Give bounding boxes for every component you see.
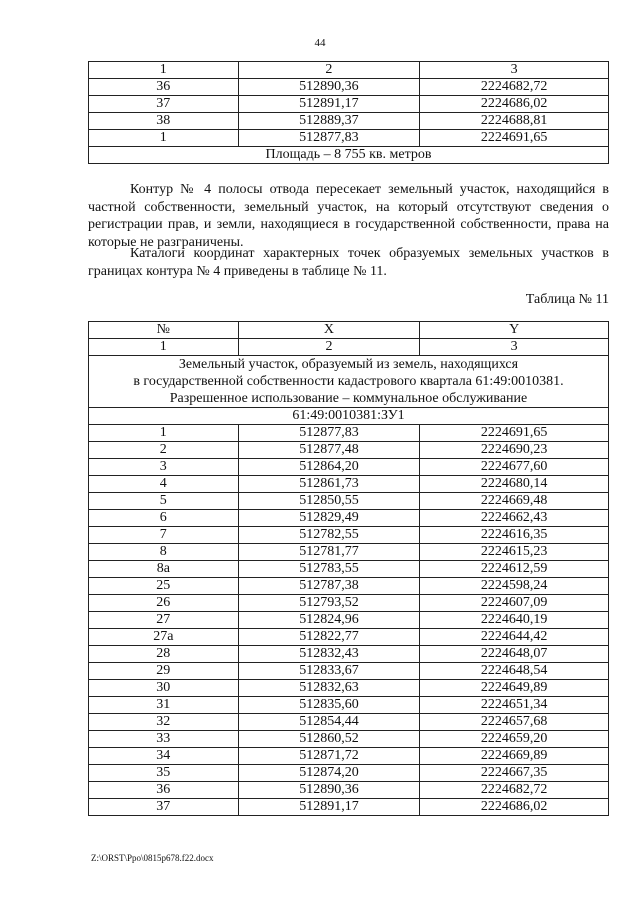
point-id-cell: 30	[89, 680, 239, 697]
column-header-number: №	[89, 322, 239, 339]
table-row	[89, 680, 609, 697]
x-coordinate-cell: 512833,67	[238, 663, 420, 680]
x-coordinate-cell: 512783,55	[238, 561, 420, 578]
table-row	[89, 765, 609, 782]
point-id-cell: 34	[89, 748, 239, 765]
paragraph-catalog-reference: Каталоги координат характерных точек образуемых земельных участков в границах контура № 4 приведены в таблице № 11.	[88, 246, 609, 279]
section-description-line: Разрешенное использование – коммунальное обслуживание	[169, 391, 528, 406]
x-coordinate-cell: 512781,77	[238, 544, 420, 561]
x-coordinate-cell: 512832,43	[238, 646, 420, 663]
y-coordinate-cell: 2224686,02	[420, 96, 609, 113]
x-coordinate-cell: 512877,83	[238, 425, 420, 442]
table-row	[89, 79, 609, 96]
table-row	[89, 629, 609, 646]
y-coordinate-cell: 2224682,72	[420, 782, 609, 799]
table-row	[89, 459, 609, 476]
y-coordinate-cell: 2224657,68	[420, 714, 609, 731]
parcel-id: 61:49:0010381:ЗУ1	[89, 408, 609, 425]
point-id-cell: 8	[89, 544, 239, 561]
table-caption: Таблица № 11	[525, 292, 609, 307]
x-coordinate-cell: 512874,20	[238, 765, 420, 782]
area-row	[89, 147, 609, 164]
point-id-cell: 36	[89, 782, 239, 799]
table-row	[89, 544, 609, 561]
y-coordinate-cell: 2224667,35	[420, 765, 609, 782]
column-number-cell: 3	[420, 62, 609, 79]
section-description-row	[89, 356, 609, 408]
table-row	[89, 595, 609, 612]
table-row	[89, 714, 609, 731]
y-coordinate-cell: 2224616,35	[420, 527, 609, 544]
y-coordinate-cell: 2224651,34	[420, 697, 609, 714]
point-id-cell: 27	[89, 612, 239, 629]
point-id-cell: 3	[89, 459, 239, 476]
column-header-y: Y	[420, 322, 609, 339]
y-coordinate-cell: 2224690,23	[420, 442, 609, 459]
point-id-cell: 38	[89, 113, 239, 130]
table-row	[89, 493, 609, 510]
table-row	[89, 510, 609, 527]
x-coordinate-cell: 512889,37	[238, 113, 420, 130]
x-coordinate-cell: 512787,38	[238, 578, 420, 595]
column-number-cell: 3	[420, 339, 609, 356]
table-row	[89, 476, 609, 493]
table-row	[89, 527, 609, 544]
column-header-x: X	[238, 322, 420, 339]
point-id-cell: 25	[89, 578, 239, 595]
x-coordinate-cell: 512793,52	[238, 595, 420, 612]
y-coordinate-cell: 2224677,60	[420, 459, 609, 476]
table-row	[89, 578, 609, 595]
x-coordinate-cell: 512850,55	[238, 493, 420, 510]
y-coordinate-cell: 2224669,89	[420, 748, 609, 765]
point-id-cell: 28	[89, 646, 239, 663]
column-number-cell: 2	[238, 62, 420, 79]
point-id-cell: 33	[89, 731, 239, 748]
x-coordinate-cell: 512835,60	[238, 697, 420, 714]
y-coordinate-cell: 2224691,65	[420, 130, 609, 147]
coordinates-table-continued	[88, 61, 609, 164]
x-coordinate-cell: 512871,72	[238, 748, 420, 765]
page-number: 44	[314, 37, 326, 49]
table-row	[89, 748, 609, 765]
point-id-cell: 36	[89, 79, 239, 96]
table-row	[89, 697, 609, 714]
point-id-cell: 8а	[89, 561, 239, 578]
column-number-cell: 1	[89, 62, 239, 79]
table-row	[89, 561, 609, 578]
table-row	[89, 442, 609, 459]
y-coordinate-cell: 2224680,14	[420, 476, 609, 493]
y-coordinate-cell: 2224662,43	[420, 510, 609, 527]
x-coordinate-cell: 512824,96	[238, 612, 420, 629]
table-row	[89, 731, 609, 748]
point-id-cell: 29	[89, 663, 239, 680]
point-id-cell: 32	[89, 714, 239, 731]
y-coordinate-cell: 2224615,23	[420, 544, 609, 561]
table-row	[89, 782, 609, 799]
area-note: Площадь – 8 755 кв. метров	[89, 147, 609, 164]
point-id-cell: 4	[89, 476, 239, 493]
x-coordinate-cell: 512861,73	[238, 476, 420, 493]
x-coordinate-cell: 512877,48	[238, 442, 420, 459]
x-coordinate-cell: 512860,52	[238, 731, 420, 748]
y-coordinate-cell: 2224648,54	[420, 663, 609, 680]
section-description	[89, 356, 609, 408]
y-coordinate-cell: 2224669,48	[420, 493, 609, 510]
x-coordinate-cell: 512782,55	[238, 527, 420, 544]
table-row	[89, 425, 609, 442]
point-id-cell: 1	[89, 130, 239, 147]
x-coordinate-cell: 512864,20	[238, 459, 420, 476]
table-row	[89, 663, 609, 680]
point-id-cell: 6	[89, 510, 239, 527]
point-id-cell: 26	[89, 595, 239, 612]
y-coordinate-cell: 2224659,20	[420, 731, 609, 748]
x-coordinate-cell: 512829,49	[238, 510, 420, 527]
table-header-row	[89, 62, 609, 79]
point-id-cell: 37	[89, 799, 239, 816]
table-row	[89, 612, 609, 629]
x-coordinate-cell: 512877,83	[238, 130, 420, 147]
table-row	[89, 646, 609, 663]
parcel-id-row	[89, 408, 609, 425]
y-coordinate-cell: 2224598,24	[420, 578, 609, 595]
table-row	[89, 130, 609, 147]
section-description-line: Земельный участок, образуемый из земель, находящихся	[178, 357, 519, 372]
table-header-row	[89, 322, 609, 339]
column-number-cell: 1	[89, 339, 239, 356]
x-coordinate-cell: 512832,63	[238, 680, 420, 697]
point-id-cell: 35	[89, 765, 239, 782]
y-coordinate-cell: 2224640,19	[420, 612, 609, 629]
y-coordinate-cell: 2224682,72	[420, 79, 609, 96]
footer-file-path: Z:\ORST\Ppo\0815p678.f22.docx	[91, 853, 214, 863]
x-coordinate-cell: 512854,44	[238, 714, 420, 731]
point-id-cell: 37	[89, 96, 239, 113]
y-coordinate-cell: 2224649,89	[420, 680, 609, 697]
y-coordinate-cell: 2224691,65	[420, 425, 609, 442]
x-coordinate-cell: 512891,17	[238, 96, 420, 113]
y-coordinate-cell: 2224686,02	[420, 799, 609, 816]
x-coordinate-cell: 512822,77	[238, 629, 420, 646]
point-id-cell: 31	[89, 697, 239, 714]
point-id-cell: 1	[89, 425, 239, 442]
paragraph-contour-description: Контур № 4 полосы отвода пересекает земельный участок, находящийся в частной собственности, земельный участок, на который отсутствуют сведения о регистрации прав, и земли, находящиеся в государственной собственности, права на которые не разграничены.	[88, 182, 609, 250]
x-coordinate-cell: 512891,17	[238, 799, 420, 816]
column-number-cell: 2	[238, 339, 420, 356]
table-row	[89, 799, 609, 816]
section-description-line: в государственной собственности кадастрового квартала 61:49:0010381.	[133, 374, 564, 389]
y-coordinate-cell: 2224688,81	[420, 113, 609, 130]
point-id-cell: 5	[89, 493, 239, 510]
point-id-cell: 2	[89, 442, 239, 459]
table-row	[89, 96, 609, 113]
x-coordinate-cell: 512890,36	[238, 79, 420, 96]
x-coordinate-cell: 512890,36	[238, 782, 420, 799]
y-coordinate-cell: 2224612,59	[420, 561, 609, 578]
y-coordinate-cell: 2224644,42	[420, 629, 609, 646]
point-id-cell: 27а	[89, 629, 239, 646]
table-row	[89, 113, 609, 130]
point-id-cell: 7	[89, 527, 239, 544]
coordinates-table-11	[88, 321, 609, 816]
y-coordinate-cell: 2224607,09	[420, 595, 609, 612]
column-numbers-row	[89, 339, 609, 356]
y-coordinate-cell: 2224648,07	[420, 646, 609, 663]
